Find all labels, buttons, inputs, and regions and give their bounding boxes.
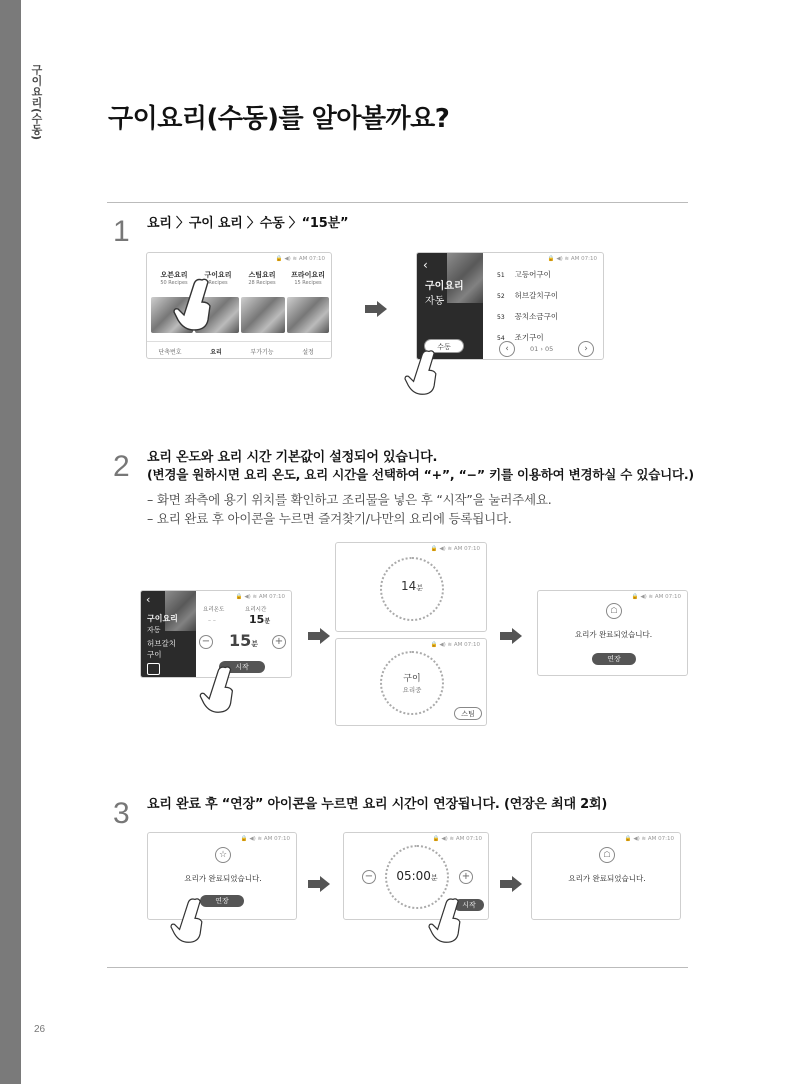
screen-complete-favorite: 🔒 ◀) ≋ AM 07:10 ☆ 요리가 완료되었습니다. 연장 [147, 832, 297, 920]
list-item[interactable]: 52 허브갈치구이 [497, 291, 559, 300]
complete-message: 요리가 완료되었습니다. [568, 874, 646, 883]
list-item[interactable]: 51 고등어구이 [497, 270, 551, 279]
extend-button[interactable]: 연장 [592, 653, 636, 665]
section-tab: 구이요리(수동) [30, 64, 43, 141]
prev-page-icon[interactable]: ‹ [499, 341, 515, 357]
hand-pointer-icon [166, 896, 212, 944]
step-1-text: 요리 〉구이 요리 〉수동 〉“15분” [147, 216, 349, 231]
time-label: 요리시간 [245, 607, 267, 613]
temp-value[interactable]: – – [208, 617, 216, 624]
side-color-bar [0, 0, 21, 1084]
list-title: 구이요리 [425, 281, 464, 292]
settings-title: 구이요리 [147, 614, 178, 623]
settings-side-panel [141, 591, 196, 678]
extend-time-value: 05:00분 [396, 869, 438, 883]
cooking-status: 요리중 [402, 686, 422, 694]
back-icon[interactable]: ‹ [146, 593, 151, 606]
screen-countdown: 🔒 ◀) ≋ AM 07:10 14분 [335, 542, 487, 632]
pager-label: 01 › 05 [530, 345, 554, 353]
status-bar: 🔒 ◀) ≋ AM 07:10 [275, 256, 325, 262]
page-number: 26 [34, 1024, 46, 1035]
tab-settings[interactable]: 설정 [302, 349, 314, 356]
category-fry[interactable]: 프라이요리 15 Recipes [291, 271, 325, 286]
tab-shortcut[interactable]: 단축번호 [158, 349, 182, 356]
list-side-panel [417, 253, 483, 360]
category-oven[interactable]: 오븐요리 50 Recipes [160, 271, 188, 286]
minus-button[interactable]: − [199, 635, 213, 649]
divider-bottom [107, 967, 688, 968]
arrow-right-icon [365, 301, 387, 317]
recipe-name-line1: 허브갈치 [147, 639, 176, 648]
tray-position-icon [147, 663, 160, 675]
extend-button[interactable]: 연장 [200, 895, 244, 907]
time-value-large: 15분 [229, 631, 259, 650]
back-icon[interactable]: ‹ [423, 258, 428, 272]
start-button[interactable]: 시작 [219, 661, 265, 673]
hand-pointer-icon [172, 276, 218, 332]
time-value-small[interactable]: 15분 [249, 613, 271, 626]
tab-cooking[interactable]: 요리 [210, 349, 222, 356]
complete-message: 요리가 완료되었습니다. [574, 630, 653, 639]
complete-message: 요리가 완료되었습니다. [184, 874, 262, 883]
category-grill[interactable]: 구이요리 Recipes [204, 271, 232, 286]
list-item[interactable]: 54 조기구이 [497, 333, 544, 342]
steam-button[interactable]: 스팀 [454, 707, 482, 720]
arrow-right-icon [500, 876, 522, 892]
recipe-list [497, 265, 558, 349]
arrow-right-icon [308, 628, 330, 644]
divider-top [107, 202, 688, 203]
steam-food-photo [241, 297, 285, 333]
manual-button[interactable]: 수동 [424, 339, 464, 353]
screen-recipe-list: ‹ 구이요리 자동 수동 🔒 ◀) ≋ AM 07:10 51 고등어구이 52 허브갈치구이 53 꽁치소금구이 54 조기구이 ‹ 01 › 05 › [416, 252, 604, 360]
arrow-right-icon [308, 876, 330, 892]
settings-subtitle: 자동 [147, 626, 161, 634]
cooking-type: 구이 [403, 674, 421, 684]
plus-button[interactable]: + [459, 870, 473, 884]
step-2-sub2: – 요리 완료 후 아이콘을 누르면 즐겨찾기/나만의 요리에 등록됩니다. [147, 511, 512, 526]
screen-complete-final: 🔒 ◀) ≋ AM 07:10 ☖ 요리가 완료되었습니다. [531, 832, 681, 920]
arrow-right-icon [500, 628, 522, 644]
step-1-number: 1 [113, 215, 130, 248]
fry-food-photo [287, 297, 329, 333]
minus-button[interactable]: − [362, 870, 376, 884]
step-2-number: 2 [113, 450, 130, 483]
step-2-line2: (변경을 원하시면 요리 온도, 요리 시간을 선택하여 “+”, “−” 키를 이용하여 변경하실 수 있습니다.) [147, 467, 694, 482]
recipe-name-line2: 구이 [147, 650, 162, 659]
next-page-icon[interactable]: › [578, 341, 594, 357]
list-item[interactable]: 53 꽁치소금구이 [497, 312, 559, 321]
step-3-number: 3 [113, 797, 130, 830]
tab-extra[interactable]: 부가기능 [250, 349, 274, 356]
screen-cook-settings: ‹ 구이요리 자동 허브갈치 구이 🔒 ◀) ≋ AM 07:10 요리온도 요리시간 – – 15분 − 15분 + 시작 [140, 590, 292, 678]
page-title: 구이요리(수동)를 알아볼까요? [108, 104, 450, 134]
start-button[interactable]: 시작 [454, 899, 484, 911]
screen-cooking: 🔒 ◀) ≋ AM 07:10 구이 요리중 스팀 [335, 638, 487, 726]
countdown-value: 14분 [400, 579, 424, 593]
list-subtitle: 자동 [425, 296, 445, 307]
star-icon[interactable]: ☆ [215, 847, 231, 863]
step-2-line1: 요리 온도와 요리 시간 기본값이 설정되어 있습니다. [147, 450, 438, 465]
temp-label: 요리온도 [203, 607, 225, 613]
hand-pointer-icon [400, 348, 446, 396]
plus-button[interactable]: + [272, 635, 286, 649]
chef-hat-icon[interactable]: ☖ [606, 603, 622, 619]
hand-pointer-icon [196, 664, 242, 714]
screen-complete: 🔒 ◀) ≋ AM 07:10 ☖ 요리가 완료되었습니다. 연장 [537, 590, 688, 676]
step-2-sub1: – 화면 좌측에 용기 위치를 확인하고 조리물을 넣은 후 “시작”을 눌러주세요. [147, 492, 552, 507]
category-steam[interactable]: 스팀요리 28 Recipes [248, 271, 276, 286]
tab-active-indicator [193, 358, 239, 359]
chef-hat-icon[interactable]: ☖ [599, 847, 615, 863]
hand-pointer-icon [424, 896, 470, 944]
step-3-text: 요리 완료 후 “연장” 아이콘을 누르면 요리 시간이 연장됩니다. (연장은 최대 2회) [147, 797, 608, 812]
screen-extend: 🔒 ◀) ≋ AM 07:10 − 05:00분 + 시작 [343, 832, 489, 920]
